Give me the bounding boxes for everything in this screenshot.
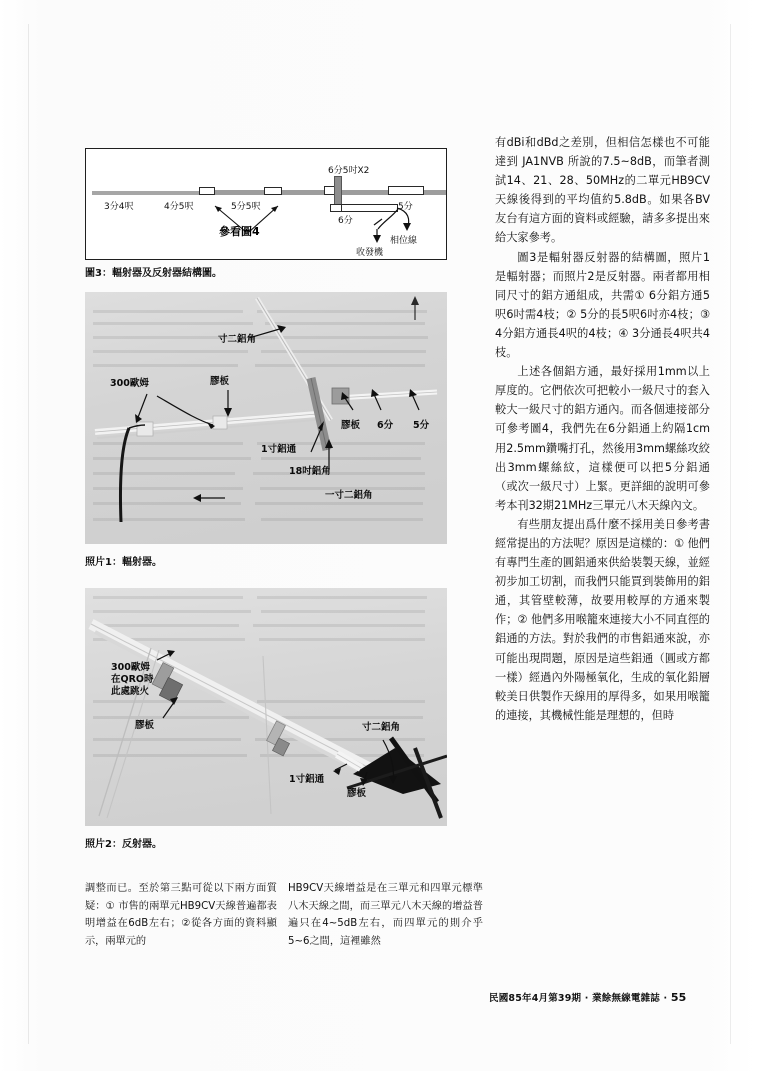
photo1-label-plate-right: 膠板	[341, 420, 361, 431]
page-edge-right	[730, 24, 731, 1044]
photo2-label-300-ohm-line2: 在QRO時	[111, 673, 154, 685]
right-column-paragraph-1: 有dBi和dBd之差別，但相信怎樣也不可能達到 JA1NVB 所說的7.5~8dB，而筆者測試14、21、28、50MHz的二單元HB9CV天線後得到的平均值約5.8dB。如果各BV友台有這方面的資料或經驗，請多多提出來給大家參考。	[495, 136, 710, 245]
right-column-paragraph-4: 有些朋友提出爲什麼不採用美日參考書經常提出的方法呢？原因是這樣的：① 他們有專門生產的圓鋁通來供給裝製天線，並經初步加工切割，而我們只能買到裝飾用的鋁通，其管壁較薄，故要用較厚的方通來製作；② 他們多用喉籠來連接大小不同直徑的鋁通的方法。對於我們的市售鋁通來說，亦可能出現問題，原因是這些鋁通（圓或方都一樣）經過內外陽極氧化，生成的氧化鉛層較美日供製作天線用的厚得多，如果用喉籠的連接，其機械性能是理想的，但時	[495, 517, 710, 722]
connector-box-4	[388, 186, 424, 195]
photo2-label-300-ohm-line1: 300歐姆	[111, 662, 150, 673]
photo-radiator-graphic	[85, 292, 447, 544]
right-text-column	[495, 133, 710, 725]
bottom-left-paragraph: 調整而已。至於第三點可從以下兩方面質疑：① 市售的兩單元HB9CV天線普遍都表明增益在6dB左右；②從各方面的資料顯示，兩單元的	[85, 883, 277, 947]
right-column-paragraph-3: 上述各個鋁方通，最好採用1mm以上厚度的。它們依次可把較小一級尺寸的套入較大一級尺寸的鋁方通內。而各個連接部分可參考圖4，我們先在6分鋁通上約隔1cm用2.5mm鑽嘴打孔，然後用3mm螺絲攻絞出3mm螺絲紋，這樣便可以把5分鋁通（或次一級尺寸）上緊。更詳細的說明可參考本刊32期21MHz三單元八木天線內文。	[495, 365, 710, 512]
bottom-mid-text-column	[288, 880, 483, 950]
fig3-label-phase-line: 相位線	[390, 236, 418, 246]
photo2-label-cunerluejiao: 寸二鋁角	[362, 722, 401, 733]
photo2-caption: 照片2：反射器。	[85, 839, 162, 850]
photo2-label-300-ohm-line3: 此處跳火	[111, 685, 150, 697]
photo1-label-five: 5分	[413, 420, 430, 431]
photo-reflector-graphic	[85, 588, 447, 826]
fig3-label-seg3: 5分5呎	[231, 202, 261, 212]
photo1-label-one-inch-tube: 1寸鋁通	[261, 444, 297, 455]
photo1-label-cunerluejiao: 寸二鋁角	[218, 334, 257, 345]
footer-issue: 民國85年4月第39期 ·	[489, 993, 589, 1004]
right-column-paragraph-2: 圖3是輻射器反射器的結構圖，照片1是輻射器；而照片2是反射器。兩者都用相同尺寸的鋁方通組成，共需① 6分鋁方通5呎6吋需4枝；② 5分的長5呎6吋亦4枝；③ 4分鋁方通長4呎的4枝；④ 3分通長4呎共4枝。	[495, 250, 710, 360]
fig3-label-center-top: 6分5吋X2	[328, 166, 370, 176]
fig3-label-transceiver: 收發機	[356, 248, 384, 258]
figure3-caption: 圖3：輻射器及反射器結構圖。	[85, 268, 222, 279]
footer-magazine: 業餘無線電雜誌 ·	[592, 993, 668, 1004]
photo1-label-one-cun-two: 一寸二鋁角	[325, 490, 373, 501]
fig3-label-center-six: 6分	[338, 216, 353, 226]
bottom-mid-paragraph: HB9CV天線增益是在三單元和四單元標準八木天線之間，而三單元八木天線的增益普遍只在4~5dB左右，而四單元的則介乎5~6之間，這裡雖然	[288, 883, 483, 947]
fig3-label-right-five: 5分	[398, 202, 413, 212]
connector-box-1	[199, 187, 215, 195]
boom-segment-mid	[212, 190, 298, 195]
photo-reflector	[85, 588, 447, 826]
photo1-label-300-ohm: 300歐姆	[110, 378, 149, 389]
photo1-label-18-inch-angle: 18吋鋁角	[289, 466, 331, 477]
bottom-left-text-column	[85, 880, 277, 950]
fig3-label-see-figure4: 參看圖4	[219, 225, 260, 238]
boom-segment-left	[92, 191, 212, 195]
photo2-label-plate-left: 膠板	[135, 720, 155, 731]
fig3-label-seg2: 4分5呎	[164, 202, 194, 212]
photo1-caption: 照片1：輻射器。	[85, 557, 162, 568]
photo2-label-plate-right: 膠板	[347, 788, 367, 799]
photo2-label-one-inch-tube: 1寸鋁通	[289, 774, 325, 785]
photo2-label-300-ohm	[111, 662, 153, 698]
photo1-label-six: 6分	[377, 420, 394, 431]
footer-page-number: 55	[670, 991, 687, 1004]
fig3-label-seg1: 3分4呎	[104, 202, 134, 212]
figure3-diagram	[85, 148, 447, 260]
page-edge-left	[28, 24, 29, 1044]
connector-box-2	[264, 187, 282, 195]
photo1-label-plate-top: 膠板	[210, 376, 230, 387]
page-footer	[489, 990, 687, 1004]
phasing-line-end-cap	[330, 204, 342, 212]
photo-radiator	[85, 292, 447, 544]
